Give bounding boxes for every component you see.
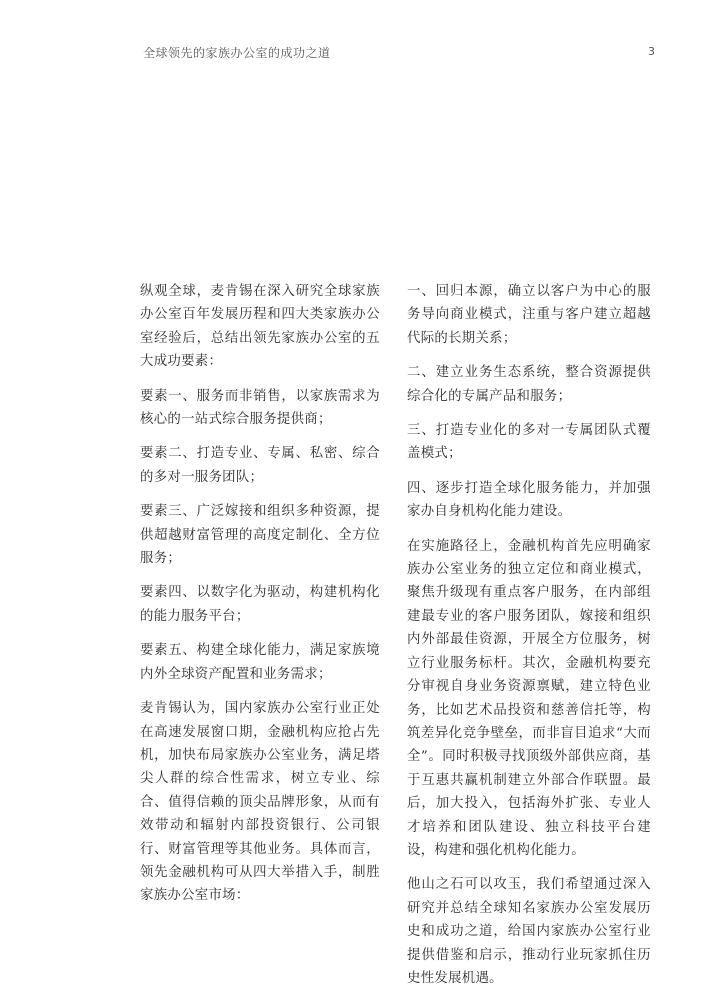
right-text-column xyxy=(407,280,651,1001)
implementation-path-paragraph: 在实施路径上，金融机构首先应明确家族办公室业务的独立定位和商业模式，聚焦升级现有重点客户服务，在内部组建最专业的客户服务团队，嫁接和组织内外部最佳资源，开展全方位服务，树立行业服务标杆。其次，金融机构要充分审视自身业务资源禀赋，建立特色业务，比如艺术品投资和慈善信托等，构筑差异化竞争壁垒，而非盲目追求“大而全”。同时积极寻找顶级外部供应商，基于互惠共赢机制建立外部合作联盟。最后，加大投入，包括海外扩张、专业人才培养和团队建设、独立科技平台建设，构建和强化机构化能力。 xyxy=(407,538,651,858)
success-factor-4: 要素四、以数字化为驱动，构建机构化的能力服务平台； xyxy=(140,585,380,624)
measure-4: 四、逐步打造全球化服务能力，并加强家办自身机构化能力建设。 xyxy=(407,480,651,520)
success-factor-3: 要素三、广泛嫁接和组织多种资源，提供超越财富管理的高度定制化、全方位服务； xyxy=(140,504,380,567)
page-number: 3 xyxy=(648,45,655,58)
running-header-title: 全球领先的家族办公室的成功之道 xyxy=(143,46,331,60)
measure-3: 三、打造专业化的多对一专属团队式覆盖模式； xyxy=(407,423,651,462)
left-text-column xyxy=(140,280,380,919)
success-factor-2: 要素二、打造专业、专属、私密、综合的多对一服务团队； xyxy=(140,446,380,485)
closing-paragraph: 他山之石可以攻玉，我们希望通过深入研究并总结全球知名家族办公室发展历史和成功之道，给国内家族办公室行业提供借鉴和启示，推动行业玩家抓住历史性发展机遇。 xyxy=(407,877,651,986)
measure-1: 一、回归本源，确立以客户为中心的服务导向商业模式，注重与客户建立超越代际的长期关系； xyxy=(407,284,651,346)
success-factor-1: 要素一、服务而非销售，以家族需求为核心的一站式综合服务提供商； xyxy=(140,388,380,428)
intro-paragraph: 纵观全球，麦肯锡在深入研究全球家族办公室百年发展历程和四大类家族办公室经验后，总结出领先家族办公室的五大成功要素： xyxy=(140,284,380,370)
measure-2: 二、建立业务生态系统，整合资源提供综合化的专属产品和服务； xyxy=(407,365,651,404)
mckinsey-view-paragraph: 麦肯锡认为，国内家族办公室行业正处在高速发展窗口期，金融机构应抢占先机，加快布局家族办公室业务，满足塔尖人群的综合性需求，树立专业、综合、值得信赖的顶尖品牌形象，从而有效带动和辐射内部投资银行、公司银行、财富管理等其他业务。具体而言，领先金融机构可从四大举措入手，制胜家族办公室市场： xyxy=(140,701,380,904)
success-factor-5: 要素五、构建全球化能力，满足家族境内外全球资产配置和业务需求； xyxy=(140,643,380,682)
